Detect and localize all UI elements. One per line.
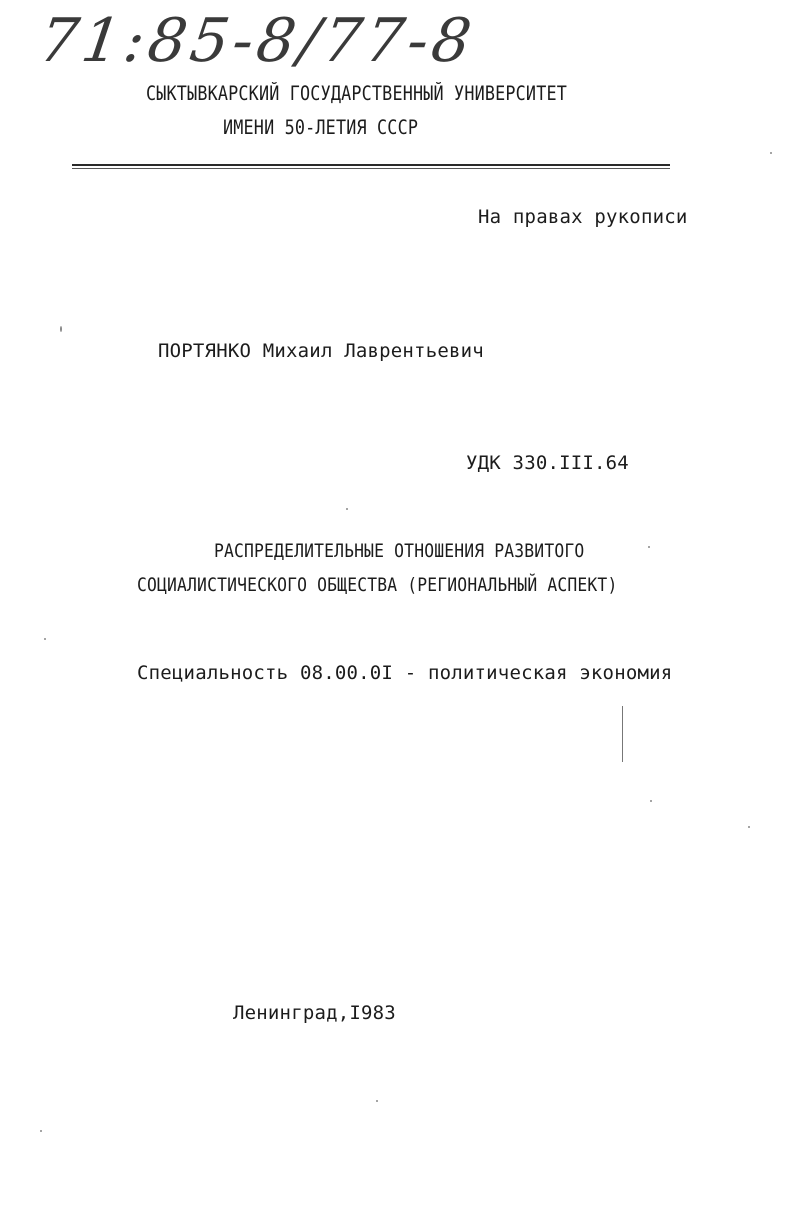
scan-speck: [346, 508, 348, 510]
author-name: ПОРТЯНКО Михаил Лаврентьевич: [158, 340, 484, 362]
place-and-year: Ленинград,I983: [233, 1002, 396, 1024]
handwritten-catalog-number: 71:85-8/77-8: [35, 6, 480, 76]
scan-speck: [376, 1100, 378, 1102]
scan-speck: [44, 638, 46, 640]
manuscript-rights-note: На правах рукописи: [478, 206, 688, 228]
university-name-line1: СЫКТЫВКАРСКИЙ ГОСУДАРСТВЕННЫЙ УНИВЕРСИТЕТ: [146, 82, 568, 105]
scan-speck: [60, 326, 62, 332]
udc-code: УДК 330.III.64: [466, 452, 629, 474]
scan-speck: [40, 1130, 42, 1132]
scan-speck: [770, 152, 772, 154]
specialty-line: Специальность 08.00.0I - политическая экономия: [137, 662, 673, 684]
dissertation-title-line1: РАСПРЕДЕЛИТЕЛЬНЫЕ ОТНОШЕНИЯ РАЗВИТОГО: [214, 540, 585, 562]
university-name-line2: ИМЕНИ 50-ЛЕТИЯ СССР: [223, 116, 419, 139]
scan-speck: [748, 826, 750, 828]
scan-speck: [650, 800, 652, 802]
dissertation-title-line2: СОЦИАЛИСТИЧЕСКОГО ОБЩЕСТВА (РЕГИОНАЛЬНЫЙ АСПЕКТ): [137, 574, 618, 596]
margin-mark: [622, 706, 623, 762]
header-divider-thin: [72, 168, 670, 169]
header-divider: [72, 164, 670, 166]
scan-speck: [648, 546, 650, 548]
